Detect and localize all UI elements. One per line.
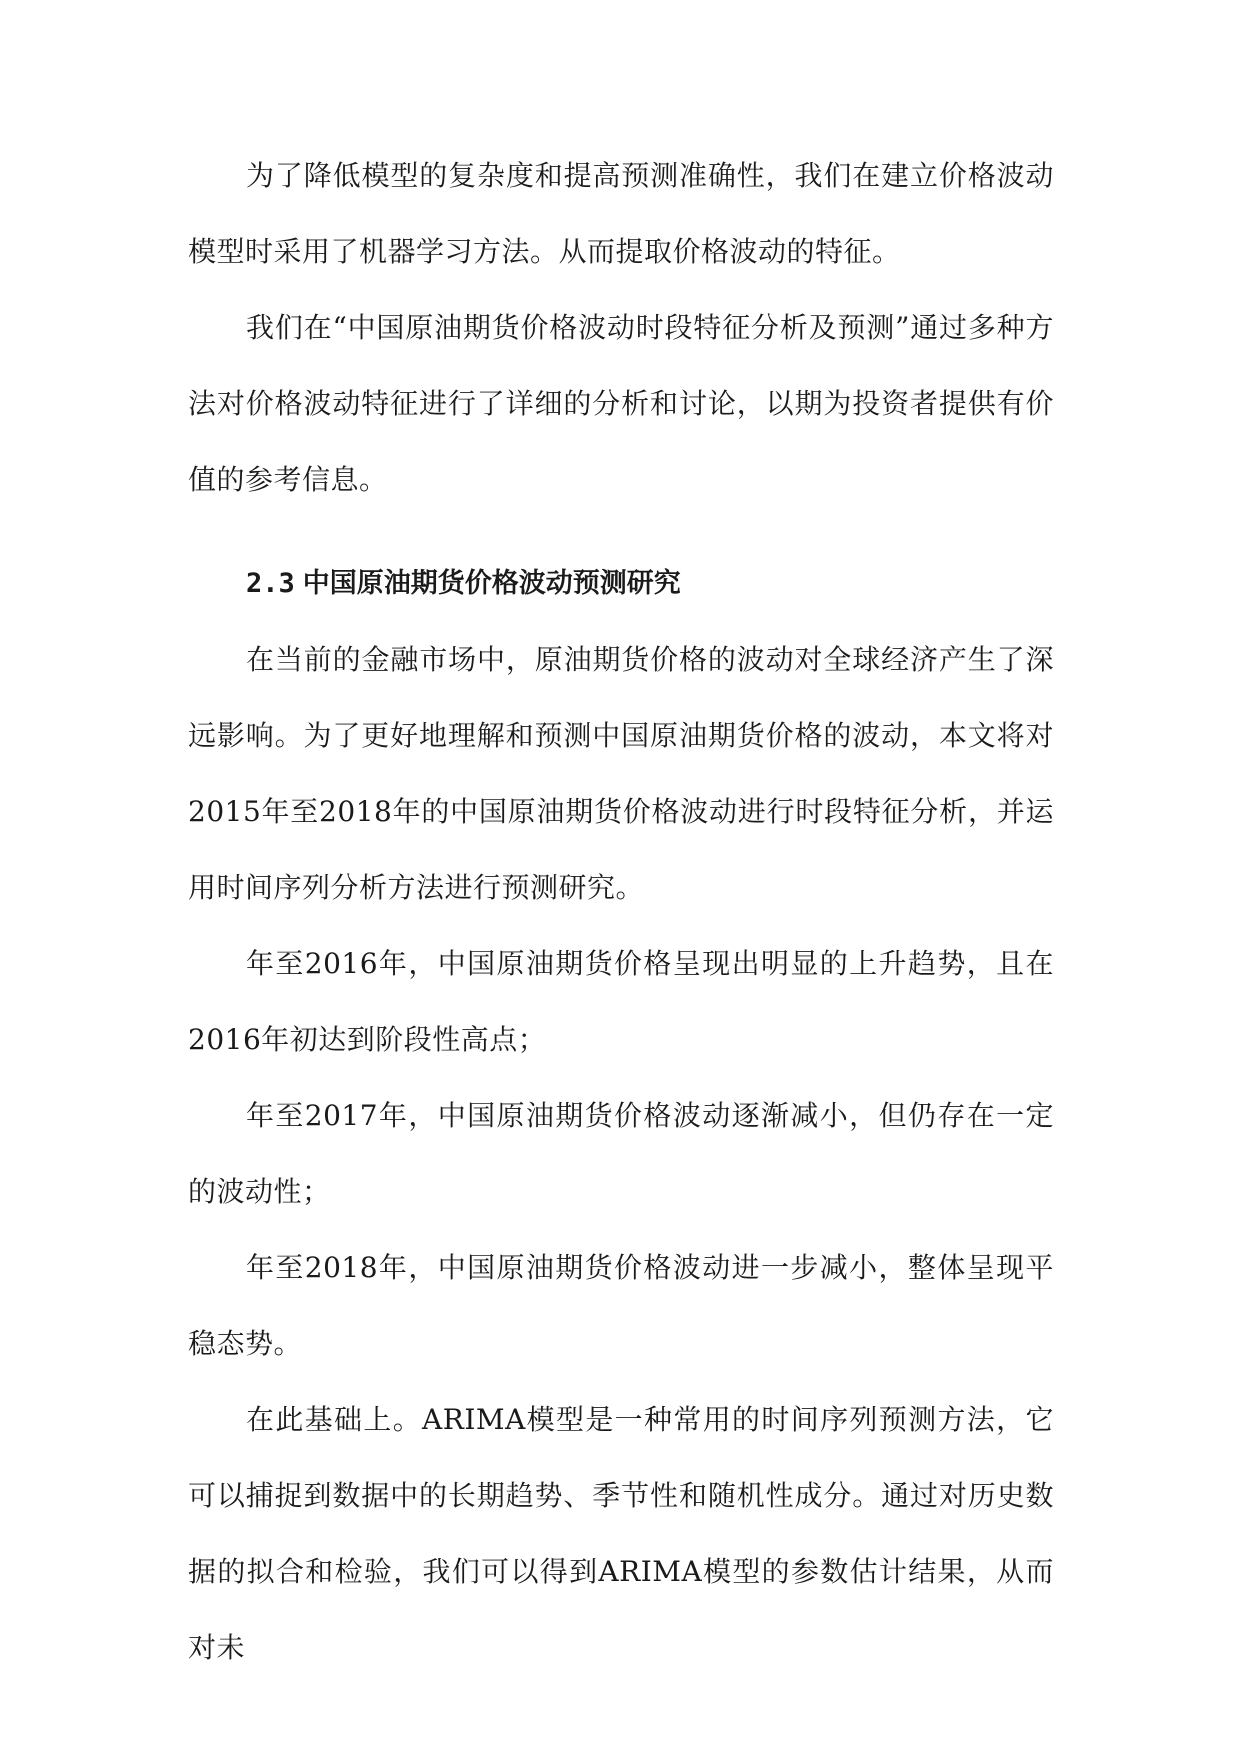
paragraph-2016-trend: 年至2016年，中国原油期货价格呈现出明显的上升趋势，且在2016年初达到阶段性高点；	[188, 947, 1054, 1056]
paragraph-2017-trend: 年至2017年，中国原油期货价格波动逐渐减小，但仍存在一定的波动性；	[188, 1099, 1054, 1208]
document-body	[188, 138, 1054, 1686]
section-title: 中国原油期货价格波动预测研究	[302, 568, 681, 599]
paragraph-arima-model: 在此基础上。ARIMA模型是一种常用的时间序列预测方法，它可以捕捉到数据中的长期趋势、季节性和随机性成分。通过对历史数据的拟合和检验，我们可以得到ARIMA模型的参数估计结果，从而对未	[188, 1403, 1054, 1664]
paragraph-model-complexity: 为了降低模型的复杂度和提高预测准确性，我们在建立价格波动模型时采用了机器学习方法。从而提取价格波动的特征。	[188, 159, 1054, 268]
paragraph-market-impact: 在当前的金融市场中，原油期货价格的波动对全球经济产生了深远影响。为了更好地理解和预测中国原油期货价格的波动，本文将对2015年至2018年的中国原油期货价格波动进行时段特征分析，并运用时间序列分析方法进行预测研究。	[188, 643, 1054, 904]
paragraph-analysis-methods: 我们在“中国原油期货价格波动时段特征分析及预测”通过多种方法对价格波动特征进行了详细的分析和讨论，以期为投资者提供有价值的参考信息。	[188, 311, 1054, 496]
section-heading	[188, 546, 1054, 622]
section-number: 2.3	[246, 568, 295, 599]
paragraph-2018-trend: 年至2018年，中国原油期货价格波动进一步减小，整体呈现平稳态势。	[188, 1251, 1054, 1360]
